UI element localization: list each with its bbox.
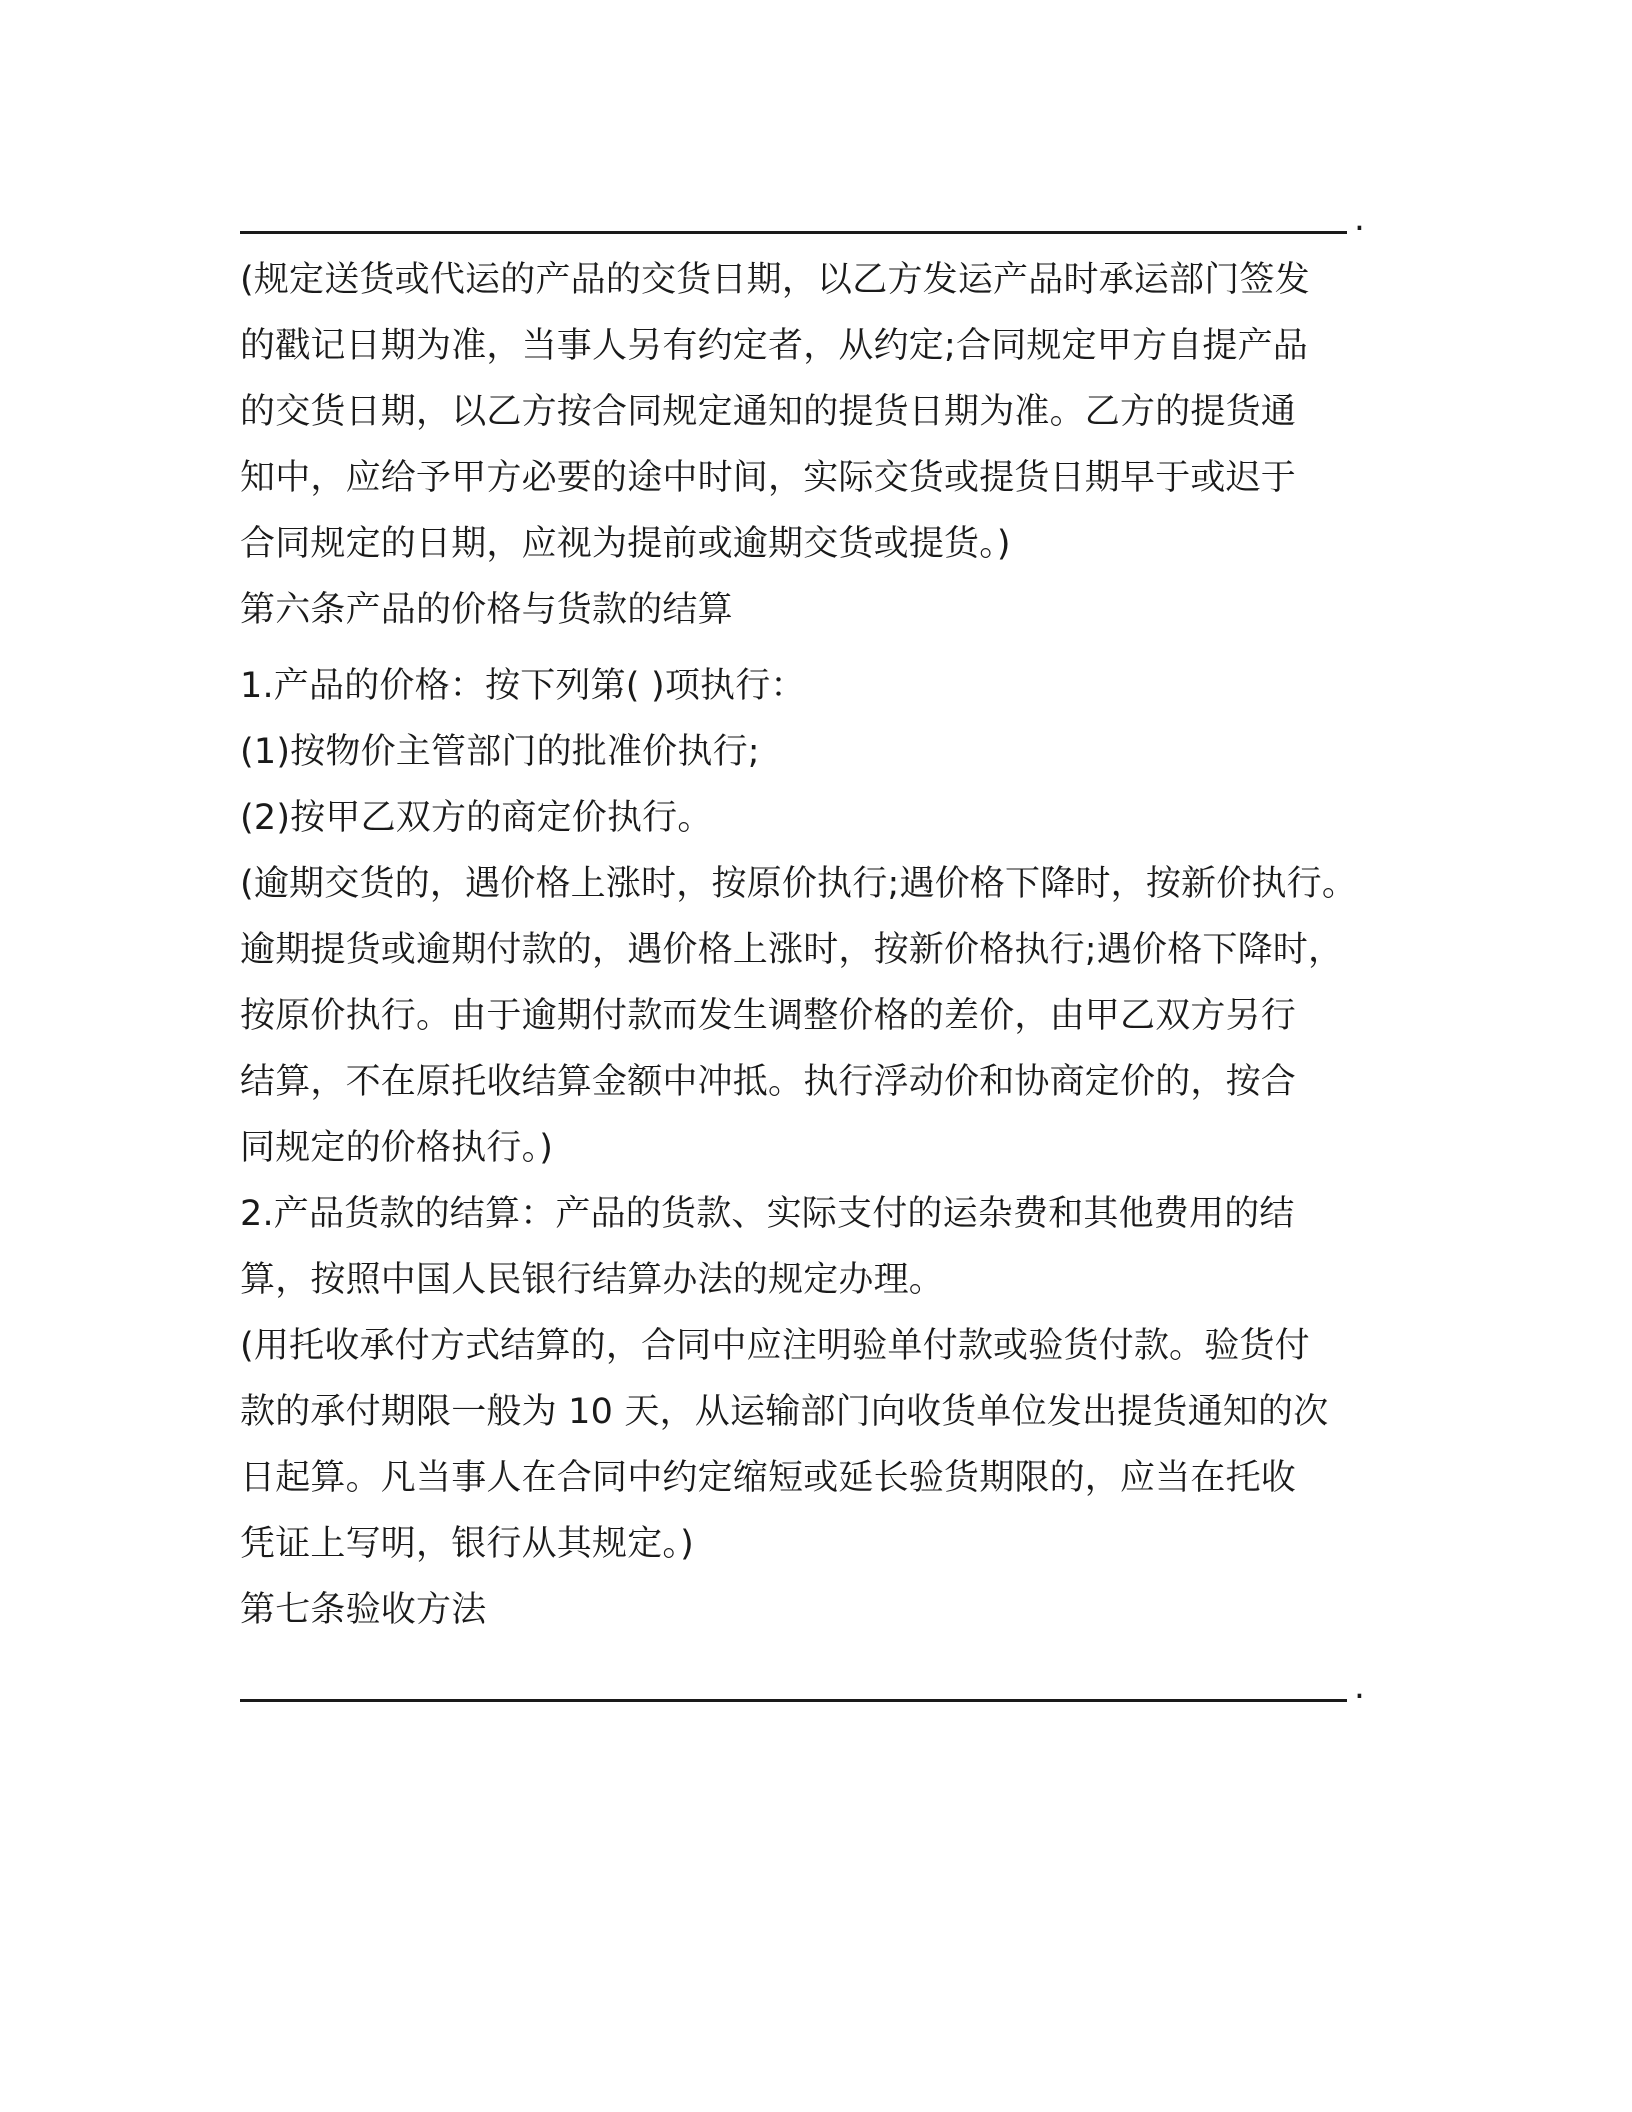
- paragraph-line: 的交货日期，以乙方按合同规定通知的提货日期为准。乙方的提货通: [240, 392, 1297, 432]
- paragraph-line: 日起算。凡当事人在合同中约定缩短或延长验货期限的，应当在托收: [240, 1458, 1297, 1498]
- paragraph-line: 2.产品货款的结算：产品的货款、实际支付的运杂费和其他费用的结: [240, 1194, 1295, 1234]
- list-item: (1)按物价主管部门的批准价执行;: [240, 732, 760, 772]
- paragraph-line: (规定送货或代运的产品的交货日期，以乙方发运产品时承运部门签发: [240, 260, 1310, 300]
- blank-underline: [240, 231, 1347, 234]
- section-heading-article-7: 第七条验收方法: [240, 1590, 487, 1630]
- paragraph-line: 的戳记日期为准，当事人另有约定者，从约定;合同规定甲方自提产品: [240, 326, 1308, 366]
- paragraph-line: (逾期交货的，遇价格上涨时，按原价执行;遇价格下降时，按新价执行。: [240, 864, 1358, 904]
- paragraph-line: 同规定的价格执行。): [240, 1128, 554, 1168]
- blank-line-period: .: [1353, 199, 1365, 239]
- section-heading-article-6: 第六条产品的价格与货款的结算: [240, 590, 733, 630]
- blank-underline: [240, 1699, 1347, 1702]
- fill-in-blank-line: [240, 1668, 1365, 1712]
- blank-line-period: .: [1353, 1667, 1365, 1707]
- paragraph-line: 合同规定的日期，应视为提前或逾期交货或提货。): [240, 524, 1011, 564]
- paragraph-line: (用托收承付方式结算的，合同中应注明验单付款或验货付款。验货付: [240, 1326, 1310, 1366]
- paragraph-line: 款的承付期限一般为 10 天，从运输部门向收货单位发出提货通知的次: [240, 1392, 1329, 1432]
- paragraph-line: 1.产品的价格：按下列第( )项执行：: [240, 666, 806, 706]
- paragraph-line: 凭证上写明，银行从其规定。): [240, 1524, 694, 1564]
- paragraph-line: 知中，应给予甲方必要的途中时间，实际交货或提货日期早于或迟于: [240, 458, 1297, 498]
- paragraph-line: 算，按照中国人民银行结算办法的规定办理。: [240, 1260, 945, 1300]
- paragraph-line: 逾期提货或逾期付款的，遇价格上涨时，按新价格执行;遇价格下降时，: [240, 930, 1344, 970]
- paragraph-line: 结算，不在原托收结算金额中冲抵。执行浮动价和协商定价的，按合: [240, 1062, 1297, 1102]
- list-item: (2)按甲乙双方的商定价执行。: [240, 798, 713, 838]
- paragraph-line: 按原价执行。由于逾期付款而发生调整价格的差价，由甲乙双方另行: [240, 996, 1297, 1036]
- fill-in-blank-line: [240, 200, 1365, 244]
